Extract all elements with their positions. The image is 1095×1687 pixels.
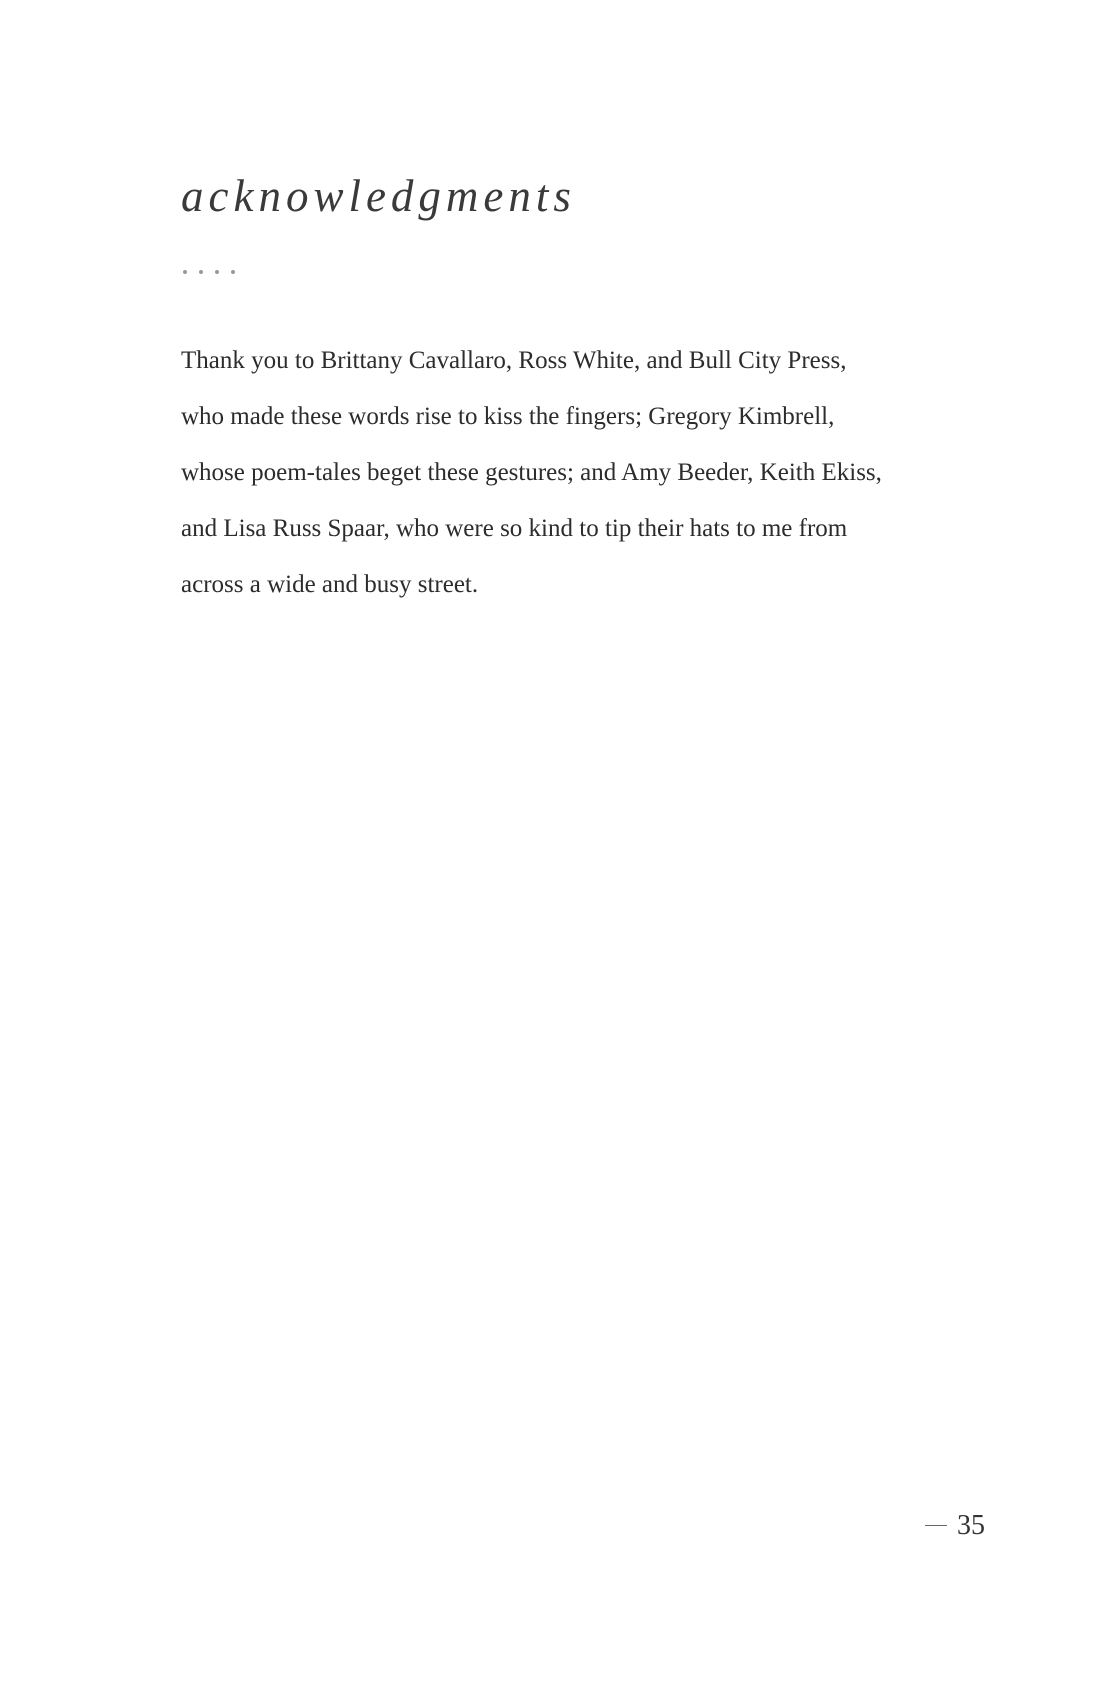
- ornament-dot: [231, 270, 235, 274]
- page-number: 35: [957, 1510, 985, 1541]
- acknowledgments-paragraph: [181, 333, 961, 613]
- paragraph-line: who made these words rise to kiss the fingers; Gregory Kimbrell,: [181, 403, 835, 430]
- folio-dash: [925, 1525, 947, 1526]
- ornament-dot: [183, 270, 187, 274]
- ornament-dot: [215, 270, 219, 274]
- dotted-ornament: [183, 268, 243, 276]
- section-heading: acknowledgments: [181, 171, 576, 221]
- ornament-dot: [199, 270, 203, 274]
- page-folio: [925, 1510, 985, 1542]
- paragraph-line: across a wide and busy street.: [181, 571, 479, 598]
- paragraph-line: whose poem-tales beget these gestures; and Amy Beeder, Keith Ekiss,: [181, 459, 882, 486]
- paragraph-line: and Lisa Russ Spaar, who were so kind to tip their hats to me from: [181, 515, 848, 542]
- paragraph-line: Thank you to Brittany Cavallaro, Ross White, and Bull City Press,: [181, 347, 847, 374]
